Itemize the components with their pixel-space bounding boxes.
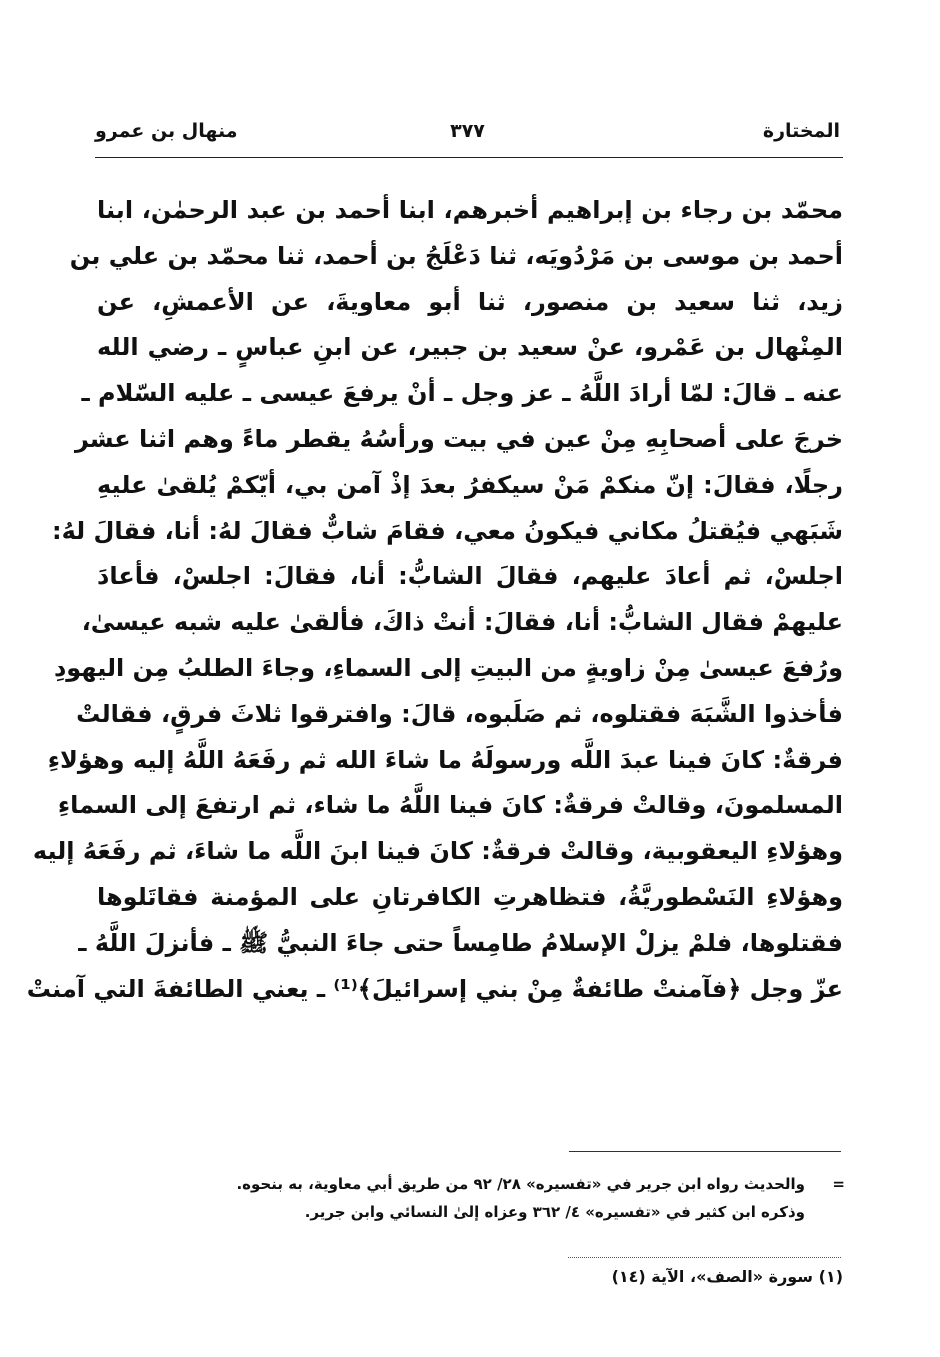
text-line: زيد، ثنا سعيد بن منصور، ثنا أبو معاويةَ، عن الأعمشِ، عن (97, 287, 843, 316)
text-line: شَبَهي فيُقتلُ مكاني فيكونُ معي، فقامَ شابٌّ فقالَ لهُ: أنا، فقالَ لهُ: (51, 516, 843, 545)
footnote-continuation (140, 1170, 845, 1226)
text-line: المِنْهال بن عَمْرو، عنْ سعيد بن جبير، عن ابنِ عباسٍ ـ رضي الله (97, 333, 843, 362)
page-number: ٣٧٧ (450, 120, 485, 142)
footnote-line: وذكره ابن كثير في «تفسيره» ٤/ ٣٦٢ وعزاه إلىٰ النسائي وابن جرير. (304, 1203, 805, 1221)
footnote-rule (569, 1151, 841, 1152)
main-text (26, 188, 843, 1012)
text-line: المسلمونَ، وقالتْ فرقةٌ: كانَ فينا اللَّهُ ما شاء، ثم ارتفعَ إلى السماءِ (57, 791, 843, 820)
text-line: عنه ـ قالَ: لمّا أرادَ اللَّهُ ـ عز وجل ـ أنْ يرفعَ عيسى ـ عليه السّلام ـ (81, 379, 843, 408)
text-line: عليهمْ فقال الشابُّ: أنا، فقالَ: أنتْ ذاكَ، فألقىٰ عليه شبه عيسىٰ، (81, 608, 843, 637)
footnote-divider (568, 1257, 841, 1258)
text-line: وهؤلاءِ النَسْطوريَّةُ، فتظاهرتِ الكافرتانِ على المؤمنة فقاتَلوها (97, 882, 843, 911)
section-title: منهال بن عمرو (95, 120, 238, 142)
text-line: خرجَ على أصحابِهِ مِنْ عين في بيت ورأسُهُ يقطر ماءً وهم اثنا عشر (74, 424, 843, 453)
book-title: المختارة (762, 120, 840, 142)
text-line: فرقةٌ: كانَ فينا عبدَ اللَّه ورسولَهُ ما شاءَ الله ثم رفَعَهُ اللَّهُ إليه وهؤلاءِ (47, 745, 843, 774)
text-line: اجلسْ، ثم أعادَ عليهم، فقالَ الشابُّ: أنا، فقالَ: اجلسْ، فأعادَ (97, 562, 843, 591)
running-header (95, 120, 840, 154)
text-line: فأخذوا الشَّبَهَ فقتلوه، ثم صَلَبوه، قالَ: وافترقوا ثلاثَ فرقٍ، فقالتْ (76, 699, 843, 728)
text-line: عزّ وجل ﴿فآمنتْ طائفةٌ مِنْ بني إسرائيلَ﴾⁽¹⁾ ـ يعني الطائفةَ التي آمنتْ (26, 974, 843, 1003)
text-line: ورُفعَ عيسىٰ مِنْ زاويةٍ من البيتِ إلى السماءِ، وجاءَ الطلبُ مِن اليهودِ (53, 653, 843, 682)
header-rule (95, 157, 843, 158)
text-line: أحمد بن موسى بن مَرْدُويَه، ثنا دَعْلَجُ بن أحمد، ثنا محمّد بن علي بن (69, 241, 843, 270)
footnote-1: (١) سورة «الصف»، الآية (١٤) (611, 1267, 843, 1286)
text-line: وهؤلاءِ اليعقوبية، وقالتْ فرقةٌ: كانَ فينا ابنَ اللَّه ما شاءَ، ثم رفَعَهُ إليه (32, 837, 843, 866)
continuation-mark: = (832, 1175, 845, 1193)
text-line: رجلًا، فقالَ: إنّ منكمْ مَنْ سيكفرُ بعدَ إذْ آمن بي، أيّكمْ يُلقىٰ عليهِ (97, 470, 843, 499)
footnote-line: والحديث رواه ابن جرير في «تفسيره» ٢٨/ ٩٢ من طريق أبي معاوية، به بنحوه. (236, 1175, 805, 1193)
text-line: فقتلوها، فلمْ يزلْ الإسلامُ طامِساً حتى جاءَ النبيُّ ﷺ ـ فأنزلَ اللَّهُ ـ (78, 928, 843, 957)
text-line: محمّد بن رجاء بن إبراهيم أخبرهم، ابنا أحمد بن عبد الرحمٰن، ابنا (97, 196, 843, 224)
